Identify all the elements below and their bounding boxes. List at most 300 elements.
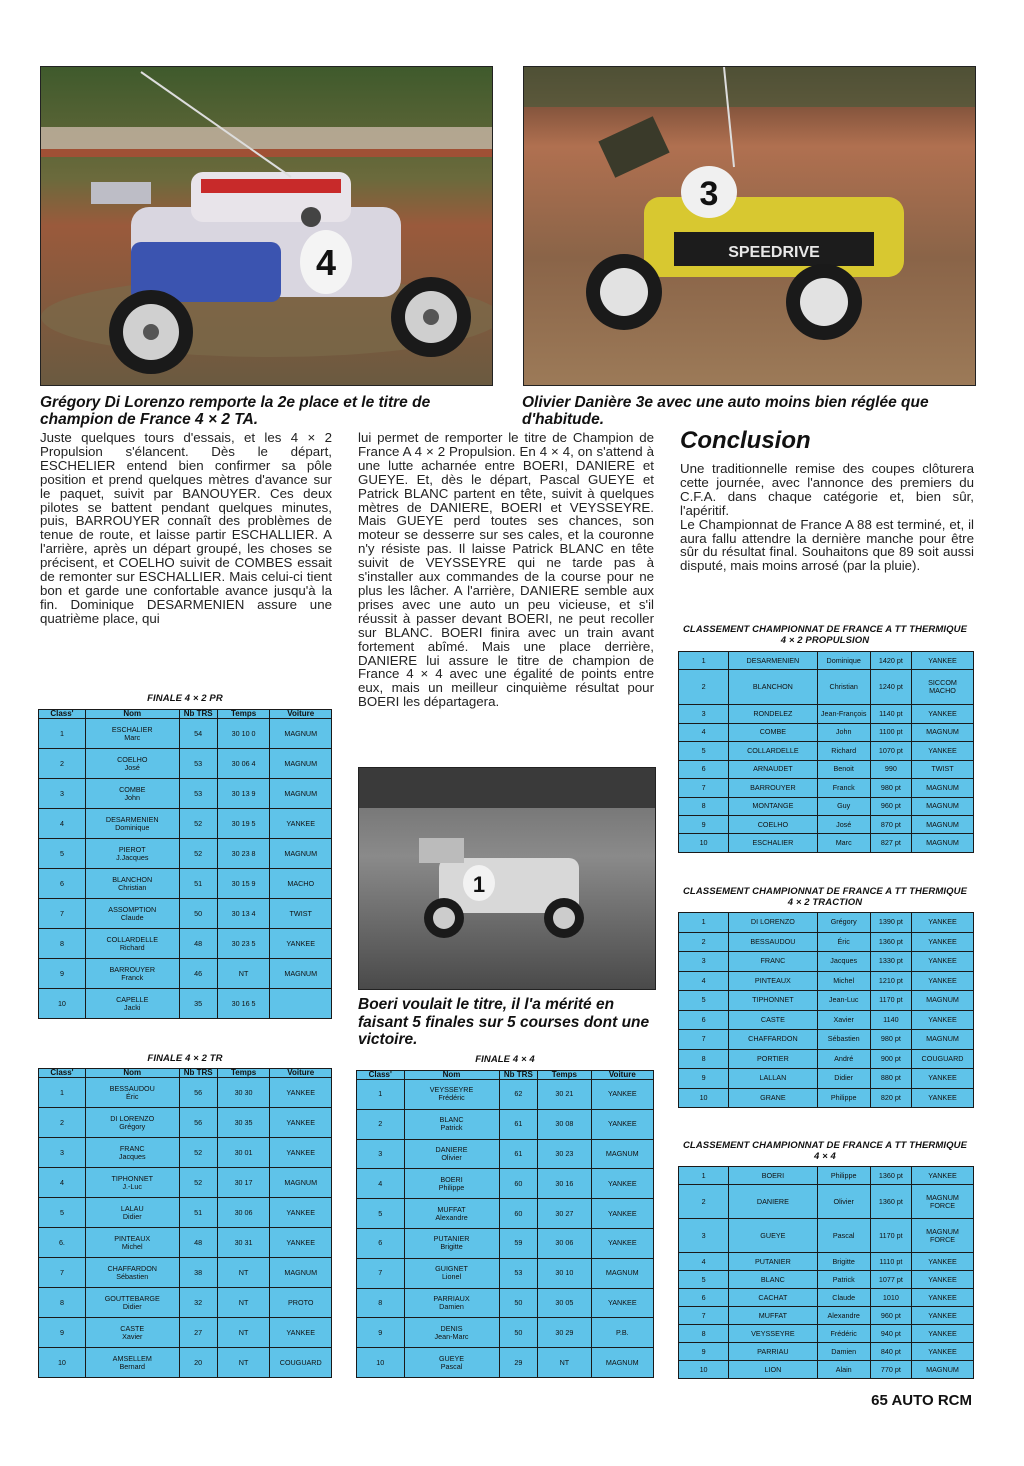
car-cell: YANKEE <box>270 929 332 959</box>
time-cell: 30 16 <box>538 1169 591 1199</box>
car-cell: YANKEE <box>912 1307 974 1325</box>
name-cell <box>85 719 179 749</box>
rank-cell: 9 <box>39 1318 86 1348</box>
table-row <box>679 1343 974 1361</box>
first-name-cell: Dominique <box>817 652 870 670</box>
rank-cell: 10 <box>679 834 729 853</box>
first-name: Alexandre <box>435 1212 468 1222</box>
caption-right: Olivier Danière 3e avec une auto moins bien réglée que d'habitude. <box>522 394 929 428</box>
surname: PIEROT <box>118 844 146 854</box>
points-cell: 960 pt <box>870 1307 911 1325</box>
conclusion-title: Conclusion <box>680 427 811 454</box>
first-name: Richard <box>119 942 145 952</box>
column-header: Nb TRS <box>179 710 217 719</box>
table-row <box>39 989 332 1019</box>
first-name: J.-Luc <box>122 1181 143 1191</box>
caption-left: Grégory Di Lorenzo remporte la 2e place et le titre de champion de France 4 × 2 TA. <box>40 394 431 428</box>
table-row <box>679 1010 974 1030</box>
rank-cell: 3 <box>39 1138 86 1168</box>
surname: COLLARDELLE <box>106 934 159 944</box>
first-name-cell: Grégory <box>817 913 870 933</box>
time-cell: NT <box>217 1318 270 1348</box>
time-cell: 30 23 <box>538 1139 591 1169</box>
surname-cell: RONDELEZ <box>729 705 818 723</box>
laps-cell: 35 <box>179 989 217 1019</box>
time-cell: NT <box>217 1348 270 1378</box>
champ-propulsion-title <box>676 624 974 646</box>
laps-cell: 27 <box>179 1318 217 1348</box>
first-name: Lionel <box>441 1272 462 1282</box>
first-name-cell: Brigitte <box>817 1253 870 1271</box>
champ-44-title <box>676 1140 974 1162</box>
first-name: Dominique <box>115 822 150 832</box>
table-row <box>679 670 974 705</box>
points-cell: 1360 pt <box>870 1185 911 1219</box>
table-row <box>357 1348 654 1378</box>
rank-cell: 7 <box>39 899 86 929</box>
laps-cell: 60 <box>499 1199 538 1229</box>
time-cell: 30 10 0 <box>217 719 270 749</box>
rank-cell: 1 <box>39 719 86 749</box>
points-cell: 827 pt <box>870 834 911 853</box>
surname: CASTE <box>120 1323 145 1333</box>
laps-cell: 20 <box>179 1348 217 1378</box>
first-name-cell: Sébastien <box>817 1030 870 1050</box>
table-row <box>357 1318 654 1348</box>
first-name: Marc <box>124 732 141 742</box>
car-cell: P.B. <box>591 1318 653 1348</box>
laps-cell: 53 <box>499 1258 538 1288</box>
name-cell <box>85 749 179 779</box>
laps-cell: 48 <box>179 929 217 959</box>
surname-cell: TIPHONNET <box>729 991 818 1011</box>
table-row <box>679 742 974 760</box>
points-cell: 840 pt <box>870 1343 911 1361</box>
surname-cell: BOERI <box>729 1167 818 1185</box>
table-row <box>679 1185 974 1219</box>
rank-cell: 5 <box>39 839 86 869</box>
table-row <box>679 1253 974 1271</box>
surname: MUFFAT <box>437 1204 466 1214</box>
rank-cell: 10 <box>39 1348 86 1378</box>
name-cell <box>85 1078 179 1108</box>
rank-cell: 2 <box>357 1109 405 1139</box>
points-cell: 1170 pt <box>870 1219 911 1253</box>
table-row <box>679 797 974 815</box>
rank-cell: 3 <box>679 952 729 972</box>
finale-44-title: FINALE 4 × 4 <box>475 1054 535 1065</box>
laps-cell: 51 <box>179 869 217 899</box>
surname: COMBE <box>119 784 146 794</box>
car-cell: YANKEE <box>912 742 974 760</box>
time-cell: NT <box>538 1348 591 1378</box>
points-cell: 1070 pt <box>870 742 911 760</box>
column-header: Voiture <box>270 1069 332 1078</box>
time-cell: 30 10 <box>538 1258 591 1288</box>
surname: BOERI <box>440 1174 463 1184</box>
points-cell: 1140 pt <box>870 705 911 723</box>
surname-cell: PORTIER <box>729 1049 818 1069</box>
surname: GOUTTEBARGE <box>104 1293 160 1303</box>
first-name-cell: Frédéric <box>817 1325 870 1343</box>
first-name-cell: John <box>817 723 870 741</box>
column-header: Class' <box>39 1069 86 1078</box>
champ-44-title-line2: 4 × 4 <box>814 1151 836 1162</box>
rank-cell: 7 <box>679 1030 729 1050</box>
laps-cell: 50 <box>499 1288 538 1318</box>
car-cell: MAGNUM <box>591 1348 653 1378</box>
surname-cell: MONTANGE <box>729 797 818 815</box>
surname-cell: DI LORENZO <box>729 913 818 933</box>
column-header: Temps <box>217 1069 270 1078</box>
car-cell: YANKEE <box>912 1010 974 1030</box>
points-cell: 770 pt <box>870 1361 911 1379</box>
surname: CAPELLE <box>116 994 149 1004</box>
laps-cell: 53 <box>179 779 217 809</box>
champ-44-table <box>678 1166 974 1379</box>
car-cell: MACHO <box>270 869 332 899</box>
first-name: Jean-Marc <box>434 1331 469 1341</box>
rank-cell: 6 <box>357 1228 405 1258</box>
rank-cell: 2 <box>679 670 729 705</box>
column-header: Nb TRS <box>499 1071 538 1080</box>
surname: AMSELLEM <box>112 1353 152 1363</box>
surname-cell: BARROUYER <box>729 779 818 797</box>
rank-cell: 7 <box>679 779 729 797</box>
first-name: J.Jacques <box>116 852 149 862</box>
surname: DESARMENIEN <box>105 814 159 824</box>
surname-cell: VEYSSEYRE <box>729 1325 818 1343</box>
name-cell <box>85 989 179 1019</box>
column-header: Voiture <box>270 710 332 719</box>
svg-text:1: 1 <box>472 872 486 897</box>
points-cell: 1420 pt <box>870 652 911 670</box>
table-row <box>39 749 332 779</box>
rank-cell: 3 <box>679 705 729 723</box>
champ-traction-table <box>678 912 974 1108</box>
finale-tr-table <box>38 1068 332 1378</box>
first-name: Patrick <box>440 1123 463 1133</box>
points-cell: 960 pt <box>870 797 911 815</box>
first-name-cell: Patrick <box>817 1271 870 1289</box>
table-row <box>679 1219 974 1253</box>
table-row <box>39 1348 332 1378</box>
first-name-cell: Olivier <box>817 1185 870 1219</box>
name-cell <box>85 1138 179 1168</box>
first-name-cell: Alain <box>817 1361 870 1379</box>
surname: BARROUYER <box>109 964 156 974</box>
name-cell <box>85 1228 179 1258</box>
table-row <box>39 809 332 839</box>
table-row <box>39 929 332 959</box>
surname: CHAFFARDON <box>107 1263 157 1273</box>
car-cell: YANKEE <box>912 1289 974 1307</box>
car-cell: MAGNUM FORCE <box>912 1185 974 1219</box>
rank-cell: 5 <box>39 1198 86 1228</box>
time-cell: 30 13 4 <box>217 899 270 929</box>
surname: VEYSSEYRE <box>429 1085 474 1095</box>
points-cell: 990 <box>870 760 911 778</box>
rank-cell: 4 <box>679 723 729 741</box>
first-name: Didier <box>122 1301 142 1311</box>
car-cell: MAGNUM <box>270 779 332 809</box>
laps-cell: 48 <box>179 1228 217 1258</box>
table-row <box>39 959 332 989</box>
first-name: Philippe <box>438 1182 465 1192</box>
first-name-cell: Philippe <box>817 1167 870 1185</box>
car-cell: YANKEE <box>591 1199 653 1229</box>
conclusion-paragraph-2: Le Championnat de France A 88 est terminé, et, il aura fallu attendre la dernière manche pour être sûr du résultat final. Souhaitons que 89 soit aussi disputé, mais moins arrosé (par la pluie). <box>680 516 974 574</box>
name-cell <box>85 1258 179 1288</box>
table-row <box>39 1168 332 1198</box>
first-name-cell: Philippe <box>817 1088 870 1108</box>
car-cell: MAGNUM <box>270 959 332 989</box>
first-name-cell: Jacques <box>817 952 870 972</box>
first-name: Jacques <box>118 1151 146 1161</box>
article-column-1 <box>40 431 332 626</box>
surname-cell: COMBE <box>729 723 818 741</box>
car-cell: YANKEE <box>912 1325 974 1343</box>
surname-cell: PUTANIER <box>729 1253 818 1271</box>
table-row <box>679 932 974 952</box>
surname: COELHO <box>117 754 148 764</box>
laps-cell: 50 <box>179 899 217 929</box>
first-name: Grégory <box>119 1121 146 1131</box>
photo-car-3 <box>523 66 976 386</box>
rank-cell: 6. <box>39 1228 86 1258</box>
car-cell: MAGNUM <box>912 834 974 853</box>
column-header: Nom <box>85 710 179 719</box>
first-name: Franck <box>121 972 144 982</box>
time-cell: 30 13 9 <box>217 779 270 809</box>
rank-cell: 4 <box>39 1168 86 1198</box>
name-cell <box>85 809 179 839</box>
conclusion-paragraph-1: Une traditionnelle remise des coupes clôturera cette journée, avec l'annonce des premiers du C.F.A. dans chaque catégorie et, bien sûr, l'apéritif. <box>680 461 974 518</box>
column-header: Nom <box>404 1071 499 1080</box>
rank-cell: 7 <box>39 1258 86 1288</box>
car-cell: YANKEE <box>912 971 974 991</box>
points-cell: 900 pt <box>870 1049 911 1069</box>
rank-cell: 8 <box>679 1049 729 1069</box>
laps-cell: 53 <box>179 749 217 779</box>
car-cell: MAGNUM <box>270 749 332 779</box>
table-row <box>39 1198 332 1228</box>
name-cell <box>404 1318 499 1348</box>
surname-cell: COLLARDELLE <box>729 742 818 760</box>
name-cell <box>404 1199 499 1229</box>
time-cell: 30 06 <box>538 1228 591 1258</box>
first-name-cell: José <box>817 816 870 834</box>
time-cell: 30 35 <box>217 1108 270 1138</box>
rank-cell: 6 <box>679 1010 729 1030</box>
surname-cell: COELHO <box>729 816 818 834</box>
first-name: Brigitte <box>440 1242 463 1252</box>
surname: PUTANIER <box>433 1234 470 1244</box>
first-name: Éric <box>126 1091 139 1101</box>
car-cell: YANKEE <box>912 952 974 972</box>
table-row <box>357 1169 654 1199</box>
surname: BLANCHON <box>112 874 153 884</box>
laps-cell: 61 <box>499 1139 538 1169</box>
svg-text:3: 3 <box>699 175 719 213</box>
name-cell <box>85 1288 179 1318</box>
table-row <box>679 779 974 797</box>
first-name-cell: Marc <box>817 834 870 853</box>
surname-cell: GUEYE <box>729 1219 818 1253</box>
table-row <box>679 1069 974 1089</box>
surname-cell: LION <box>729 1361 818 1379</box>
car-cell: YANKEE <box>270 809 332 839</box>
rank-cell: 8 <box>39 929 86 959</box>
first-name-cell: Damien <box>817 1343 870 1361</box>
rank-cell: 10 <box>679 1088 729 1108</box>
surname-cell: LALLAN <box>729 1069 818 1089</box>
time-cell: 30 17 <box>217 1168 270 1198</box>
surname-cell: CHAFFARDON <box>729 1030 818 1050</box>
rank-cell: 1 <box>39 1078 86 1108</box>
first-name: Olivier <box>441 1152 462 1162</box>
svg-text:4: 4 <box>315 242 337 283</box>
laps-cell: 51 <box>179 1198 217 1228</box>
time-cell: 30 06 4 <box>217 749 270 779</box>
rank-cell: 7 <box>679 1307 729 1325</box>
time-cell: 30 05 <box>538 1288 591 1318</box>
rank-cell: 5 <box>679 991 729 1011</box>
points-cell: 870 pt <box>870 816 911 834</box>
name-cell <box>85 1198 179 1228</box>
laps-cell: 61 <box>499 1109 538 1139</box>
surname-cell: PINTEAUX <box>729 971 818 991</box>
first-name-cell: Christian <box>817 670 870 705</box>
surname-cell: MUFFAT <box>729 1307 818 1325</box>
points-cell: 1360 pt <box>870 1167 911 1185</box>
car-cell: MAGNUM <box>270 1258 332 1288</box>
rank-cell: 4 <box>679 1253 729 1271</box>
champ-propulsion-title-line2: 4 × 2 PROPULSION <box>780 635 870 646</box>
table-row <box>679 1030 974 1050</box>
time-cell: 30 21 <box>538 1080 591 1110</box>
table-row <box>679 1049 974 1069</box>
table-row <box>679 1289 974 1307</box>
table-row <box>679 971 974 991</box>
table-row <box>679 913 974 933</box>
champ-44-title-line1: CLASSEMENT CHAMPIONNAT DE FRANCE A TT THERMIQUE <box>682 1140 968 1151</box>
finale-tr-title: FINALE 4 × 2 TR <box>147 1053 223 1064</box>
finale-pr-title: FINALE 4 × 2 PR <box>147 693 223 704</box>
points-cell: 1170 pt <box>870 991 911 1011</box>
points-cell: 1077 pt <box>870 1271 911 1289</box>
column-header: Class' <box>357 1071 405 1080</box>
car-cell: YANKEE <box>912 1343 974 1361</box>
first-name: Michel <box>121 1241 143 1251</box>
time-cell: 30 23 8 <box>217 839 270 869</box>
points-cell: 1140 <box>870 1010 911 1030</box>
laps-cell: 60 <box>499 1169 538 1199</box>
svg-text:SPEEDRIVE: SPEEDRIVE <box>728 244 820 261</box>
rank-cell: 7 <box>357 1258 405 1288</box>
car-cell: YANKEE <box>591 1169 653 1199</box>
car-cell: MAGNUM FORCE <box>912 1219 974 1253</box>
surname: DI LORENZO <box>110 1113 155 1123</box>
first-name: Pascal <box>440 1361 463 1371</box>
first-name: Frédéric <box>438 1093 465 1103</box>
first-name-cell: Claude <box>817 1289 870 1307</box>
rank-cell: 9 <box>39 959 86 989</box>
laps-cell: 29 <box>499 1348 538 1378</box>
rank-cell: 4 <box>357 1169 405 1199</box>
first-name: Didier <box>122 1211 142 1221</box>
name-cell <box>404 1288 499 1318</box>
rank-cell: 10 <box>39 989 86 1019</box>
points-cell: 1330 pt <box>870 952 911 972</box>
points-cell: 940 pt <box>870 1325 911 1343</box>
surname: GUIGNET <box>435 1264 468 1274</box>
page-number: 65 <box>871 1392 888 1409</box>
table-row <box>357 1288 654 1318</box>
car-cell: PROTO <box>270 1288 332 1318</box>
time-cell: 30 30 <box>217 1078 270 1108</box>
name-cell <box>404 1169 499 1199</box>
rank-cell: 8 <box>39 1288 86 1318</box>
time-cell: 30 27 <box>538 1199 591 1229</box>
rank-cell: 4 <box>679 971 729 991</box>
points-cell: 880 pt <box>870 1069 911 1089</box>
column-header: Temps <box>538 1071 591 1080</box>
article-column-1-text: Juste quelques tours d'essais, et les 4 × 2 Propulsion s'élancent. Dès le départ, ESCHELIER entend bien confirmer sa pôle position et prend quelques mètres d'avance sur le paquet, suivit par BANOUYER. Ces deux pilotes se battent pendant quelques minutes, puis, BARROUYER connaît des problèmes de tenue de route, et laisse partir ESCHALLIER. A l'arrière, après un départ groupé, les choses se précisent, et COELHO suivit de COMBES essait de remonter sur ESCHALLIER. Mais celui-ci tient bon et garde une confortable avance jusqu'à la fin. Dominique DESARMENIEN assure une quatrième place, qui <box>40 430 332 626</box>
rank-cell: 1 <box>357 1080 405 1110</box>
time-cell: 30 29 <box>538 1318 591 1348</box>
table-row <box>357 1139 654 1169</box>
table-row <box>679 816 974 834</box>
rank-cell: 8 <box>357 1288 405 1318</box>
surname: BESSAUDOU <box>109 1083 155 1093</box>
table-row <box>39 1108 332 1138</box>
laps-cell: 46 <box>179 959 217 989</box>
champ-propulsion-title-line1: CLASSEMENT CHAMPIONNAT DE FRANCE A TT THERMIQUE <box>682 624 968 635</box>
surname-cell: GRANE <box>729 1088 818 1108</box>
first-name: Bernard <box>119 1361 146 1371</box>
table-row <box>357 1080 654 1110</box>
surname-cell: BLANCHON <box>729 670 818 705</box>
first-name-cell: Didier <box>817 1069 870 1089</box>
table-row <box>679 1361 974 1379</box>
column-header: Voiture <box>591 1071 653 1080</box>
table-row <box>39 839 332 869</box>
points-cell: 1360 pt <box>870 932 911 952</box>
rank-cell: 3 <box>357 1139 405 1169</box>
surname-cell: CASTE <box>729 1010 818 1030</box>
table-row <box>679 1325 974 1343</box>
first-name-cell: Michel <box>817 971 870 991</box>
rank-cell: 9 <box>679 816 729 834</box>
champ-traction-title-line2: 4 × 2 TRACTION <box>787 897 863 908</box>
time-cell: 30 15 9 <box>217 869 270 899</box>
rank-cell: 2 <box>679 932 729 952</box>
car-cell: MAGNUM <box>591 1258 653 1288</box>
name-cell <box>85 929 179 959</box>
laps-cell: 50 <box>499 1318 538 1348</box>
car-cell: YANKEE <box>270 1138 332 1168</box>
name-cell <box>404 1139 499 1169</box>
car-cell: MAGNUM <box>912 779 974 797</box>
name-cell <box>85 959 179 989</box>
rank-cell: 9 <box>679 1069 729 1089</box>
car-cell: YANKEE <box>270 1228 332 1258</box>
table-row <box>679 760 974 778</box>
champ-traction-title-line1: CLASSEMENT CHAMPIONNAT DE FRANCE A TT THERMIQUE <box>682 886 968 897</box>
car-cell: YANKEE <box>912 1253 974 1271</box>
surname: BLANC <box>439 1115 464 1125</box>
